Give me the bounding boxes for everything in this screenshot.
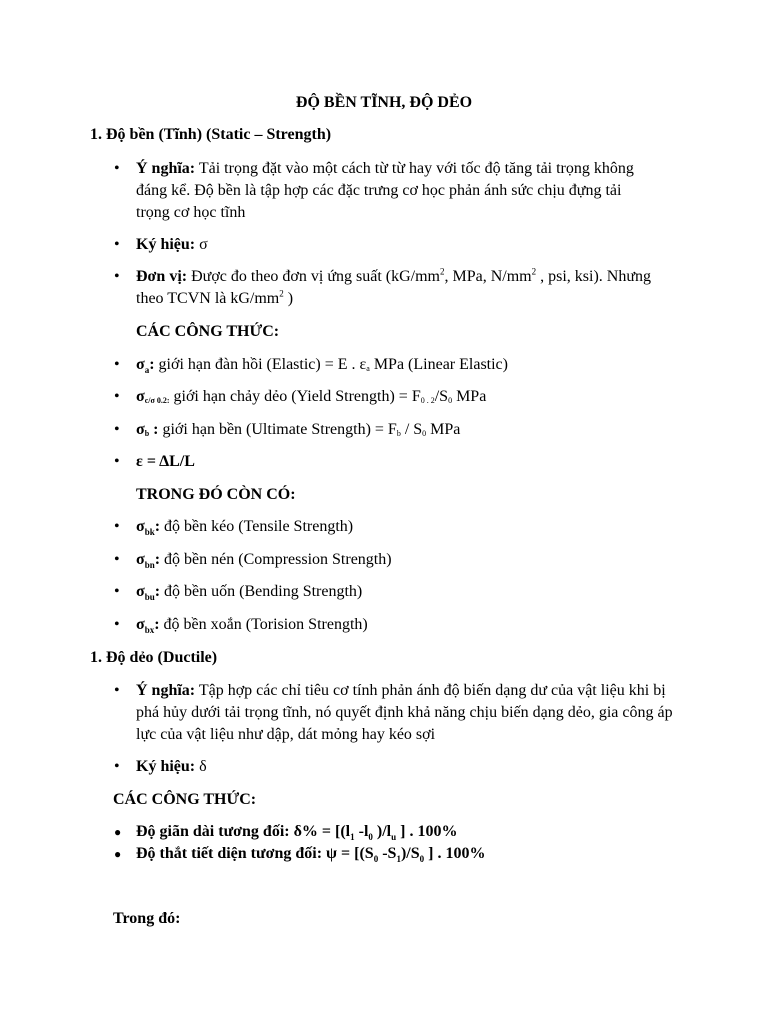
bullet-icon [114, 581, 120, 603]
section2-formulas-heading: CÁC CÔNG THỨC: [113, 791, 257, 808]
list-item-bending: $\sigma_{bu}$: độ bền uốn (Bending Strength) [136, 583, 363, 603]
bullet-icon [114, 549, 120, 571]
section1-symbol: Ký hiệu: σ [136, 236, 208, 253]
bullet-icon [114, 158, 120, 180]
bullet-icon [114, 354, 120, 376]
list-item-compression: $\sigma_{bn}$: độ bền nén (Compression Strength) [136, 551, 392, 571]
section2-meaning: Ý nghĩa: Tập hợp các chỉ tiêu cơ tính phản ánh độ biến dạng dư của vật liệu khi bị phá hủy dưới tải trọng tĩnh, nó quyết định khả năng chịu biến dạng dẻo, gia công áp lực của vật liệu như dập, dát mỏng hay kéo sợi [136, 682, 673, 743]
bullet-icon [114, 680, 120, 702]
section1-also-heading: TRONG ĐÓ CÒN CÓ: [136, 486, 296, 503]
section1-meaning: Ý nghĩa: Tải trọng đặt vào một cách từ từ hay với tốc độ tăng tải trọng không đáng kể. Độ bền là tập hợp các đặc trưng cơ học phản ánh sức chịu đựng tải trọng cơ học tĩnh [136, 160, 634, 221]
formula-elastic: $\sigma_a$: giới hạn đàn hồi (Elastic) = E . $\varepsilon_a$ MPa (Linear Elastic) [136, 356, 508, 376]
section2-heading: 1. Độ dẻo (Ductile) [90, 649, 218, 666]
formula-elongation: Độ giãn dài tương đối: $\delta\% = [(l_1$ $-l_0$ )$/l_u$ ] . 100% [136, 823, 458, 843]
list-item-torsion: $\sigma_{bx}$: độ bền xoắn (Torision Strength) [136, 616, 368, 636]
bullet-icon [114, 451, 120, 473]
formula-yield: $\sigma_{c/\sigma 0.2:}$ giới hạn chảy dẻo (Yield Strength) = $F_{0 . 2}/S_0$ MPa [136, 388, 487, 405]
list-item-tensile: $\sigma_{bk}$: độ bền kéo (Tensile Strength) [136, 518, 354, 538]
bullet-icon [114, 266, 120, 288]
formula-reduction-area: Độ thắt tiết diện tương đối: $\psi = [(S_0$ $-S_1)/S_0$ ] . 100% [136, 845, 486, 865]
bullet-icon [114, 756, 120, 778]
where-label: Trong đó: [113, 910, 181, 927]
section2-symbol: Ký hiệu: δ [136, 758, 207, 775]
section1-heading: 1. Độ bền (Tĩnh) (Static – Strength) [90, 126, 332, 143]
bullet-icon [114, 821, 121, 843]
formula-ultimate: $\sigma_b$ : giới hạn bền (Ultimate Strength) = $F_b / S_0$ MPa [136, 421, 461, 438]
bullet-icon [114, 614, 120, 636]
document-title: ĐỘ BỀN TĨNH, ĐỘ DẺO [295, 94, 473, 111]
bullet-icon [114, 419, 120, 441]
bullet-icon [114, 234, 120, 256]
section1-unit-line1: Đơn vị: Được đo theo đơn vị ứng suất ($kG/mm^2$, MPa, $N/mm^2$ , psi, ksi). Nhưng [136, 266, 652, 285]
bullet-icon [114, 843, 121, 865]
bullet-icon [114, 386, 120, 408]
section1-formulas-heading: CÁC CÔNG THỨC: [136, 323, 280, 340]
section1-unit-line2: theo TCVN là $kG/mm^2$ ) [136, 288, 294, 307]
formula-strain: ε = ΔL/L [136, 453, 195, 470]
bullet-icon [114, 516, 120, 538]
